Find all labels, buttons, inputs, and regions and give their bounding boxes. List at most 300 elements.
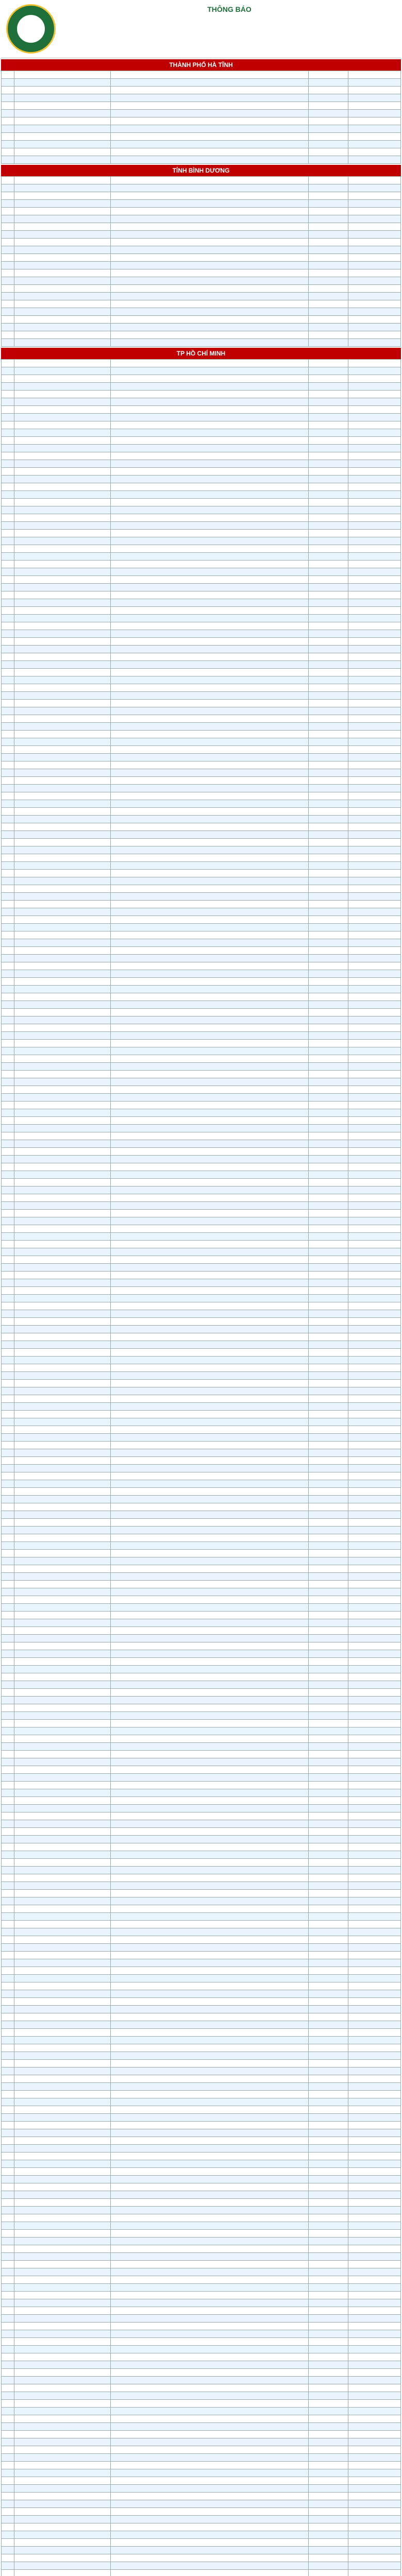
table-cell xyxy=(2,223,14,231)
table-cell xyxy=(348,223,401,231)
table-cell xyxy=(2,746,14,754)
table-row xyxy=(2,87,401,94)
table-cell xyxy=(111,1418,309,1426)
table-cell xyxy=(348,1797,401,1805)
table-cell xyxy=(309,978,348,986)
table-cell xyxy=(348,141,401,148)
table-cell xyxy=(111,1774,309,1782)
table-row xyxy=(2,1998,401,2006)
table-cell xyxy=(14,367,111,375)
table-cell xyxy=(111,2493,309,2500)
table-cell xyxy=(2,452,14,460)
table-row xyxy=(2,2469,401,2477)
table-cell xyxy=(348,1055,401,1063)
table-cell xyxy=(348,1132,401,1140)
table-cell xyxy=(2,1403,14,1411)
table-row xyxy=(2,1612,401,1619)
table-cell xyxy=(14,947,111,955)
table-cell xyxy=(309,1063,348,1071)
table-cell xyxy=(14,1828,111,1836)
table-cell xyxy=(2,308,14,316)
table-cell xyxy=(2,1256,14,1264)
table-cell xyxy=(2,792,14,800)
table-cell xyxy=(2,1457,14,1465)
table-cell xyxy=(111,986,309,993)
table-cell xyxy=(309,1117,348,1125)
table-cell xyxy=(309,1805,348,1812)
table-cell xyxy=(14,1318,111,1326)
table-cell xyxy=(348,545,401,553)
table-cell xyxy=(309,785,348,792)
table-cell xyxy=(14,2052,111,2060)
table-cell xyxy=(14,1820,111,1828)
table-cell xyxy=(2,2122,14,2129)
table-cell xyxy=(309,823,348,831)
table-cell xyxy=(348,970,401,978)
table-cell xyxy=(111,391,309,398)
table-cell xyxy=(309,156,348,164)
table-cell xyxy=(348,2508,401,2516)
table-cell xyxy=(14,2230,111,2238)
table-cell xyxy=(111,1658,309,1666)
table-cell xyxy=(348,79,401,87)
table-cell xyxy=(348,2431,401,2438)
table-cell xyxy=(2,2469,14,2477)
table-cell xyxy=(309,1542,348,1550)
table-cell xyxy=(309,1650,348,1658)
table-row xyxy=(2,715,401,723)
table-cell xyxy=(14,1109,111,1117)
table-cell xyxy=(348,530,401,537)
table-cell xyxy=(111,246,309,254)
table-cell xyxy=(309,1689,348,1697)
table-cell xyxy=(348,1302,401,1310)
table-cell xyxy=(14,2037,111,2044)
table-row xyxy=(2,1341,401,1349)
table-cell xyxy=(2,1527,14,1534)
table-cell xyxy=(309,367,348,375)
table-cell xyxy=(2,684,14,692)
table-cell xyxy=(111,1565,309,1573)
table-cell xyxy=(2,1697,14,1704)
table-cell xyxy=(111,2423,309,2431)
table-row xyxy=(2,591,401,599)
table-row xyxy=(2,1241,401,1248)
table-cell xyxy=(2,537,14,545)
table-cell xyxy=(2,1117,14,1125)
table-cell xyxy=(348,1442,401,1449)
table-cell xyxy=(348,653,401,661)
table-cell xyxy=(111,591,309,599)
table-row xyxy=(2,978,401,986)
table-cell xyxy=(2,530,14,537)
table-row xyxy=(2,406,401,414)
table-row xyxy=(2,71,401,79)
table-cell xyxy=(14,331,111,339)
table-row xyxy=(2,1982,401,1990)
table-cell xyxy=(2,1596,14,1604)
table-cell xyxy=(111,1689,309,1697)
table-cell xyxy=(2,1094,14,1101)
table-row xyxy=(2,1418,401,1426)
table-cell xyxy=(348,2191,401,2199)
table-cell xyxy=(111,87,309,94)
table-cell xyxy=(2,993,14,1001)
table-cell xyxy=(2,2029,14,2037)
table-row xyxy=(2,607,401,615)
table-cell xyxy=(348,1148,401,1156)
table-cell xyxy=(309,1573,348,1581)
table-cell xyxy=(2,2531,14,2539)
table-row xyxy=(2,1588,401,1596)
table-cell xyxy=(2,1132,14,1140)
table-cell xyxy=(14,1326,111,1333)
table-cell xyxy=(14,816,111,823)
table-cell xyxy=(309,1619,348,1627)
table-cell xyxy=(14,429,111,437)
table-cell xyxy=(348,1179,401,1187)
table-cell xyxy=(14,2307,111,2315)
table-cell xyxy=(348,277,401,285)
table-cell xyxy=(309,491,348,499)
table-cell xyxy=(348,2408,401,2415)
table-cell xyxy=(111,947,309,955)
table-cell xyxy=(111,125,309,133)
table-cell xyxy=(111,1009,309,1016)
table-cell xyxy=(348,1527,401,1534)
table-cell xyxy=(111,110,309,117)
table-cell xyxy=(348,514,401,522)
table-cell xyxy=(348,1032,401,1040)
table-row xyxy=(2,1055,401,1063)
table-cell xyxy=(111,1140,309,1148)
table-cell xyxy=(348,1627,401,1635)
table-cell xyxy=(111,1109,309,1117)
table-cell xyxy=(2,2052,14,2060)
table-row xyxy=(2,2554,401,2562)
table-cell xyxy=(14,1179,111,1187)
table-cell xyxy=(111,2261,309,2268)
table-cell xyxy=(309,2145,348,2153)
table-cell xyxy=(2,2485,14,2493)
table-cell xyxy=(111,916,309,924)
table-cell xyxy=(111,615,309,622)
table-cell xyxy=(111,429,309,437)
table-cell xyxy=(309,2214,348,2222)
table-cell xyxy=(348,1666,401,1673)
table-cell xyxy=(14,1588,111,1596)
table-cell xyxy=(111,2044,309,2052)
table-cell xyxy=(111,2562,309,2570)
table-cell xyxy=(309,2346,348,2353)
table-cell xyxy=(348,2446,401,2454)
table-cell xyxy=(14,1272,111,1279)
table-cell xyxy=(111,2330,309,2338)
table-row xyxy=(2,2446,401,2454)
table-cell xyxy=(309,1024,348,1032)
table-cell xyxy=(2,2153,14,2160)
table-cell xyxy=(14,2415,111,2423)
table-cell xyxy=(14,406,111,414)
table-cell xyxy=(14,2547,111,2554)
table-cell xyxy=(111,141,309,148)
table-row xyxy=(2,1411,401,1418)
table-cell xyxy=(111,1341,309,1349)
table-cell xyxy=(348,499,401,506)
table-cell xyxy=(309,568,348,576)
table-cell xyxy=(111,1086,309,1094)
table-cell xyxy=(348,2392,401,2400)
table-cell xyxy=(309,2191,348,2199)
table-cell xyxy=(111,2323,309,2330)
table-cell xyxy=(111,1357,309,1364)
table-cell xyxy=(309,2276,348,2284)
table-cell xyxy=(2,955,14,962)
table-row xyxy=(2,1248,401,1256)
table-row xyxy=(2,2176,401,2183)
table-cell xyxy=(14,2021,111,2029)
table-cell xyxy=(309,1897,348,1905)
table-row xyxy=(2,2570,401,2576)
table-row xyxy=(2,2137,401,2145)
table-cell xyxy=(309,2338,348,2346)
table-cell xyxy=(14,1140,111,1148)
table-cell xyxy=(111,661,309,669)
table-cell xyxy=(2,2438,14,2446)
table-row xyxy=(2,986,401,993)
table-row xyxy=(2,2006,401,2013)
table-cell xyxy=(348,1573,401,1581)
table-cell xyxy=(309,514,348,522)
table-row xyxy=(2,421,401,429)
table-cell xyxy=(14,661,111,669)
table-cell xyxy=(348,1109,401,1117)
table-cell xyxy=(2,1001,14,1009)
table-cell xyxy=(309,1016,348,1024)
table-cell xyxy=(2,2083,14,2091)
table-cell xyxy=(309,2323,348,2330)
table-cell xyxy=(309,308,348,316)
table-row xyxy=(2,2284,401,2292)
table-cell xyxy=(348,2006,401,2013)
table-cell xyxy=(2,1828,14,1836)
table-cell xyxy=(14,2091,111,2098)
table-row xyxy=(2,1380,401,1387)
table-cell xyxy=(348,684,401,692)
table-cell xyxy=(309,223,348,231)
table-cell xyxy=(348,561,401,568)
table-cell xyxy=(309,1233,348,1241)
table-cell xyxy=(348,262,401,269)
table-cell xyxy=(111,483,309,491)
table-cell xyxy=(111,2160,309,2168)
table-cell xyxy=(348,1086,401,1094)
table-row xyxy=(2,1101,401,1109)
table-row xyxy=(2,692,401,700)
table-cell xyxy=(348,1766,401,1774)
table-cell xyxy=(14,630,111,638)
table-cell xyxy=(111,1302,309,1310)
table-cell xyxy=(348,437,401,445)
table-cell xyxy=(348,1867,401,1874)
table-cell xyxy=(309,2315,348,2323)
table-cell xyxy=(309,468,348,476)
table-cell xyxy=(348,831,401,839)
table-cell xyxy=(309,1681,348,1689)
table-cell xyxy=(2,1101,14,1109)
table-cell xyxy=(2,754,14,761)
table-cell xyxy=(2,1472,14,1480)
table-cell xyxy=(14,1534,111,1542)
table-cell xyxy=(14,2469,111,2477)
table-cell xyxy=(309,669,348,676)
table-cell xyxy=(14,1187,111,1194)
table-cell xyxy=(309,1836,348,1843)
table-row xyxy=(2,2037,401,2044)
table-cell xyxy=(14,986,111,993)
table-cell xyxy=(348,2013,401,2021)
table-cell xyxy=(309,184,348,192)
table-cell xyxy=(348,1720,401,1727)
table-cell xyxy=(14,2330,111,2338)
table-cell xyxy=(348,584,401,591)
table-cell xyxy=(14,1287,111,1295)
table-cell xyxy=(309,2183,348,2191)
table-cell xyxy=(111,1194,309,1202)
table-cell xyxy=(348,468,401,476)
table-cell xyxy=(348,2253,401,2261)
table-cell xyxy=(14,669,111,676)
table-row xyxy=(2,2029,401,2037)
table-cell xyxy=(309,2067,348,2075)
table-cell xyxy=(111,2037,309,2044)
table-cell xyxy=(14,700,111,707)
table-cell xyxy=(348,939,401,947)
table-cell xyxy=(111,785,309,792)
table-row xyxy=(2,1890,401,1897)
table-cell xyxy=(348,746,401,754)
table-cell xyxy=(111,2469,309,2477)
table-cell xyxy=(111,2230,309,2238)
table-cell xyxy=(111,939,309,947)
table-cell xyxy=(14,2191,111,2199)
table-cell xyxy=(111,2207,309,2214)
table-cell xyxy=(111,1952,309,1959)
table-cell xyxy=(14,2122,111,2129)
table-cell xyxy=(2,970,14,978)
table-cell xyxy=(309,1078,348,1086)
table-cell xyxy=(14,1712,111,1720)
table-cell xyxy=(348,2230,401,2238)
table-cell xyxy=(348,630,401,638)
table-cell xyxy=(2,615,14,622)
table-cell xyxy=(309,2307,348,2315)
table-cell xyxy=(348,1944,401,1952)
table-cell xyxy=(111,1403,309,1411)
table-cell xyxy=(111,437,309,445)
table-cell xyxy=(309,816,348,823)
table-cell xyxy=(2,2261,14,2268)
table-cell xyxy=(309,2037,348,2044)
table-cell xyxy=(111,1534,309,1542)
table-cell xyxy=(14,87,111,94)
table-cell xyxy=(348,148,401,156)
table-cell xyxy=(309,754,348,761)
table-cell xyxy=(309,2531,348,2539)
table-cell xyxy=(111,2183,309,2191)
table-cell xyxy=(348,1472,401,1480)
table-cell xyxy=(309,246,348,254)
table-cell xyxy=(111,331,309,339)
table-row xyxy=(2,383,401,391)
table-cell xyxy=(348,414,401,421)
table-row xyxy=(2,568,401,576)
table-cell xyxy=(309,715,348,723)
table-cell xyxy=(309,661,348,669)
table-cell xyxy=(309,931,348,939)
table-row xyxy=(2,1689,401,1697)
table-row xyxy=(2,1132,401,1140)
table-row xyxy=(2,1063,401,1071)
table-cell xyxy=(111,1016,309,1024)
table-row xyxy=(2,2106,401,2114)
table-cell xyxy=(348,1511,401,1519)
table-cell xyxy=(309,331,348,339)
table-cell xyxy=(348,383,401,391)
table-cell xyxy=(309,646,348,653)
table-cell xyxy=(14,192,111,200)
table-cell xyxy=(2,1542,14,1550)
table-cell xyxy=(309,1550,348,1557)
table-cell xyxy=(348,460,401,468)
table-row xyxy=(2,391,401,398)
table-cell xyxy=(2,839,14,846)
table-cell xyxy=(14,1063,111,1071)
table-row xyxy=(2,1001,401,1009)
section xyxy=(1,59,401,164)
table-cell xyxy=(348,1519,401,1527)
table-cell xyxy=(2,1681,14,1689)
table-cell xyxy=(2,962,14,970)
table-cell xyxy=(111,823,309,831)
table-cell xyxy=(2,1465,14,1472)
table-cell xyxy=(309,87,348,94)
table-cell xyxy=(111,1874,309,1882)
table-cell xyxy=(348,2516,401,2523)
table-cell xyxy=(14,2554,111,2562)
table-cell xyxy=(111,2122,309,2129)
table-cell xyxy=(2,2446,14,2454)
table-cell xyxy=(309,2091,348,2098)
table-cell xyxy=(14,1897,111,1905)
table-cell xyxy=(2,514,14,522)
table-cell xyxy=(14,738,111,746)
table-row xyxy=(2,1859,401,1867)
table-cell xyxy=(2,2168,14,2176)
table-cell xyxy=(348,955,401,962)
table-cell xyxy=(309,1272,348,1279)
table-row xyxy=(2,2168,401,2176)
table-cell xyxy=(309,79,348,87)
table-cell xyxy=(348,1210,401,1217)
table-cell xyxy=(111,2214,309,2222)
table-cell xyxy=(14,1527,111,1534)
table-cell xyxy=(348,1194,401,1202)
table-cell xyxy=(111,1310,309,1318)
table-cell xyxy=(111,2299,309,2307)
table-row xyxy=(2,1040,401,1047)
table-row xyxy=(2,862,401,870)
